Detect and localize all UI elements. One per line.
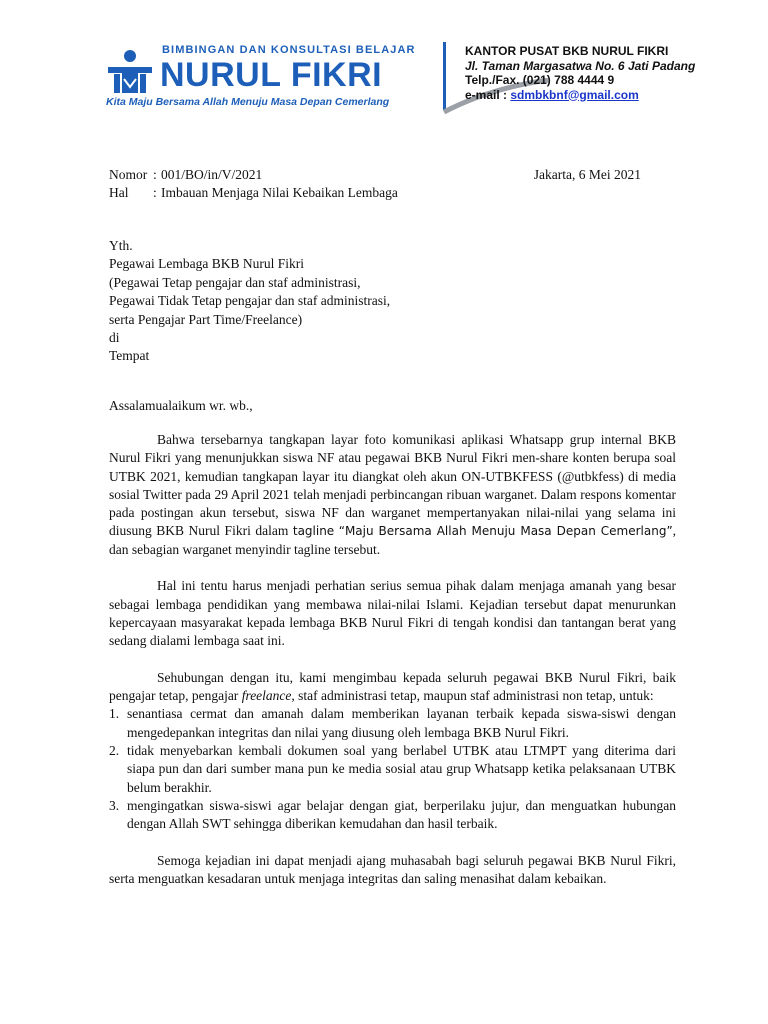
letter-body — [109, 431, 676, 907]
office-phone: Telp./Fax. (021) 788 4444 9 — [465, 73, 615, 87]
recipient-line: (Pegawai Tetap pengajar dan staf administrasi, — [109, 274, 361, 290]
office-address: Jl. Taman Margasatwa No. 6 Jati Padang — [465, 58, 696, 73]
recipient-line: Yth. — [109, 238, 133, 253]
recipient-line: di — [109, 330, 120, 346]
p3-text-a: Sehubungan dengan itu, kami mengimbau kepada seluruh pegawai BKB Nurul Fikri, baik pengajar tetap, pengajar — [109, 669, 676, 704]
letter-date: Jakarta, 6 Mei 2021 — [533, 167, 641, 182]
p1-text-b: , dan sebagian warganet menyindir tagline tersebut. — [109, 523, 677, 557]
list-item-number: 2. — [109, 743, 120, 759]
recipient-line: serta Pengajar Part Time/Freelance) — [109, 311, 303, 327]
office-email-line — [465, 88, 695, 103]
p1-tagline-quote: “Maju Bersama Allah Menuju Masa Depan Cemerlang” — [338, 524, 673, 539]
letter-meta — [109, 166, 641, 202]
body-paragraph-1 — [109, 431, 676, 559]
greeting: Assalamualaikum wr. wb., — [109, 398, 253, 413]
list-item — [109, 742, 676, 797]
nomor-label: Nomor — [109, 167, 148, 182]
p3-italic: freelance — [241, 688, 292, 704]
list-item — [109, 705, 676, 742]
recipient-block — [109, 237, 390, 366]
hal-value: Imbauan Menjaga Nilai Kebaikan Lembaga — [161, 185, 398, 200]
org-tagline: Kita Maju Bersama Allah Menuju Masa Depan Cemerlang — [106, 96, 390, 108]
nomor-colon: : — [153, 167, 157, 182]
letterhead — [104, 42, 724, 112]
email-label: e-mail : — [465, 87, 511, 102]
office-name: KANTOR PUSAT BKB NURUL FIKRI — [465, 44, 669, 58]
hal-label: Hal — [109, 185, 129, 200]
body-paragraph-3 — [109, 669, 676, 706]
recipient-line: Pegawai Lembaga BKB Nurul Fikri — [109, 256, 304, 272]
list-item-text: senantiasa cermat dan amanah dalam memberikan layanan terbaik kepada siswa-siswi dengan mengedepankan integritas dan nilai yang diusung oleh lembaga BKB Nurul Fikri. — [127, 706, 676, 740]
list-item — [109, 797, 676, 834]
body-paragraph-2: Hal ini tentu harus menjadi perhatian serius semua pihak dalam menjaga amanah yang besar sebagai lembaga pendidikan yang membawa nilai-nilai Islami. Kejadian tersebut dapat menurunkan kepercayaan masyarakat kepada lembaga BKB Nurul Fikri di tengah kondisi dan tantangan berat yang sedang dialami lembaga saat ini. — [109, 578, 676, 649]
p1-text-a: Bahwa tersebarnya tangkapan layar foto komunikasi aplikasi Whatsapp grup internal BKB Nurul Fikri yang menunjukkan siswa NF atau pegawai BKB Nurul Fikri men-share konten berupa soal UTBK 2021, kemudian tangkapan layar itu diangkat oleh akun ON-UTBKFESS (@utbkfess) di media sosial Twitter pada 29 April 2021 telah menjadi perbincangan ribuan warganet. Dalam respons komentar pada postingan akun tersebut, siswa NF dan warganet mempertanyakan nilai-nilai yang selama ini diusung BKB Nurul Fikri dalam — [109, 432, 676, 539]
body-paragraph-4: Semoga kejadian ini dapat menjadi ajang muhasabah bagi seluruh pegawai BKB Nurul Fikri, serta menguatkan kesadaran untuk menjaga integritas dan saling menasihat dalam kebaikan. — [109, 852, 676, 887]
instruction-list — [109, 705, 676, 833]
list-item-number: 1. — [109, 706, 120, 722]
list-item-number: 3. — [109, 797, 120, 813]
org-name: NURUL FIKRI — [160, 56, 383, 94]
email-link[interactable]: sdmbkbnf@gmail.com — [510, 87, 639, 102]
nomor-value: 001/BO/in/V/2021 — [161, 167, 263, 182]
hal-row — [109, 184, 641, 202]
p1-tagline-word: tagline — [292, 524, 335, 539]
p3-text-b: , staf administrasi tetap, maupun staf administrasi non tetap, untuk: — [291, 688, 654, 704]
nomor-row — [109, 166, 641, 184]
recipient-line: Pegawai Tidak Tetap pengajar dan staf administrasi, — [109, 293, 391, 309]
nurul-fikri-logo-icon — [104, 49, 156, 97]
recipient-line: Tempat — [109, 348, 150, 364]
contact-block — [465, 44, 695, 102]
org-subtitle: BIMBINGAN DAN KONSULTASI BELAJAR — [162, 44, 416, 56]
list-item-text: tidak menyebarkan kembali dokumen soal yang berlabel UTBK atau LTMPT yang diterima dari siapa pun dan dari sumber mana pun ke media sosial atau grup Whatsapp ketika pelaksanaan UTBK belum berakhir. — [127, 743, 676, 795]
list-item-text: mengingatkan siswa-siswi agar belajar dengan giat, berperilaku jujur, dan menguatkan hubungan dengan Allah SWT sehingga diberikan kemudahan dan hasil terbaik. — [127, 797, 676, 832]
hal-colon: : — [153, 185, 157, 200]
